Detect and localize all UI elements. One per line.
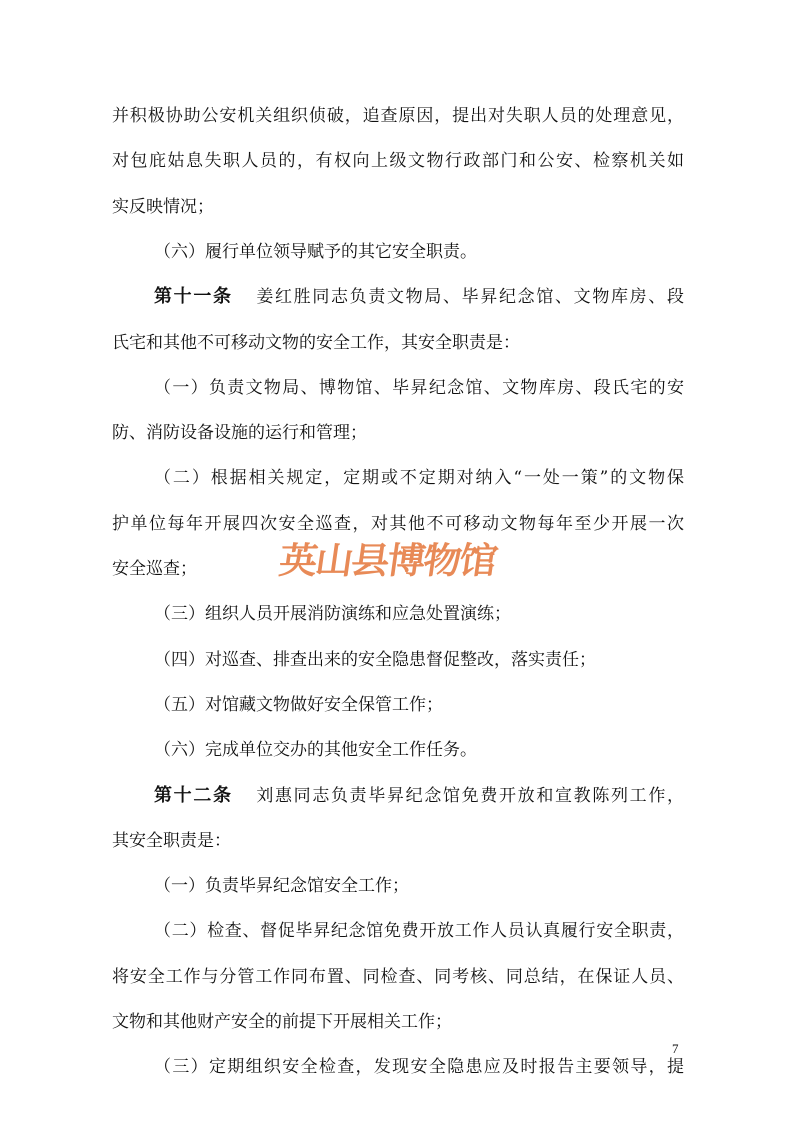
text-line	[154, 240, 684, 264]
line-text: 并积极协助公安机关组织侦破，追查原因，提出对失职人员的处理意见，	[112, 106, 684, 126]
article-number: 第十二条	[154, 785, 233, 806]
text-line	[154, 874, 684, 898]
line-text: 安全巡查；	[112, 559, 197, 579]
text-line	[154, 693, 684, 717]
line-text: 文物和其他财产安全的前提下开展相关工作；	[112, 1012, 452, 1032]
article-number: 第十一条	[154, 286, 233, 307]
text-line	[112, 1010, 684, 1034]
text-line	[154, 1055, 684, 1079]
line-text: （三）组织人员开展消防演练和应急处置演练；	[154, 604, 511, 624]
line-text: 将安全工作与分管工作同布置、同检查、同考核、同总结，在保证人员、	[112, 967, 684, 987]
line-text: 护单位每年开展四次安全巡查，对其他不可移动文物每年至少开展一次	[112, 514, 684, 534]
text-line	[112, 557, 684, 581]
text-line	[112, 149, 684, 173]
line-text: 实反映情况；	[112, 197, 214, 217]
line-text: （二）检查、督促毕昇纪念馆免费开放工作人员认真履行安全职责，	[154, 921, 684, 941]
line-text: 刘惠同志负责毕昇纪念馆免费开放和宣教陈列工作，	[254, 786, 685, 806]
line-text: 其安全职责是：	[112, 831, 231, 851]
text-line	[154, 648, 684, 672]
text-line	[112, 195, 684, 219]
text-line	[112, 512, 684, 536]
article-heading-line	[154, 784, 684, 808]
article-heading-line	[154, 285, 684, 309]
page-number: 7	[672, 1041, 679, 1056]
line-text: 姜红胜同志负责文物局、毕昇纪念馆、文物库房、段	[254, 287, 685, 307]
line-text: 防、消防设备设施的运行和管理；	[112, 423, 367, 443]
line-text: （三）定期组织安全检查，发现安全隐患应及时报告主要领导，提	[154, 1057, 684, 1077]
text-line	[154, 919, 684, 943]
text-line	[154, 602, 684, 626]
text-line	[112, 965, 684, 989]
line-text: 对包庇姑息失职人员的，有权向上级文物行政部门和公安、检察机关如	[112, 151, 684, 171]
text-line	[112, 331, 684, 355]
line-text: （一）负责文物局、博物馆、毕昇纪念馆、文物库房、段氏宅的安	[154, 378, 684, 398]
text-line	[154, 376, 684, 400]
text-line	[112, 829, 684, 853]
line-text: （五）对馆藏文物做好安全保管工作；	[154, 695, 443, 715]
line-text: （四）对巡查、排查出来的安全隐患督促整改，落实责任；	[154, 650, 596, 670]
line-text: 氏宅和其他不可移动文物的安全工作，其安全职责是：	[112, 333, 520, 353]
text-line	[154, 738, 684, 762]
line-text: （六）履行单位领导赋予的其它安全职责。	[154, 242, 477, 262]
line-text: （六）完成单位交办的其他安全工作任务。	[154, 740, 477, 760]
text-line	[112, 421, 684, 445]
text-line	[154, 466, 684, 490]
watermark-text: 英山县博物馆	[276, 538, 499, 582]
line-text: （一）负责毕昇纪念馆安全工作；	[154, 876, 409, 896]
line-text: （二）根据相关规定，定期或不定期对纳入“一处一策”的文物保	[154, 468, 684, 488]
text-line	[112, 104, 684, 128]
